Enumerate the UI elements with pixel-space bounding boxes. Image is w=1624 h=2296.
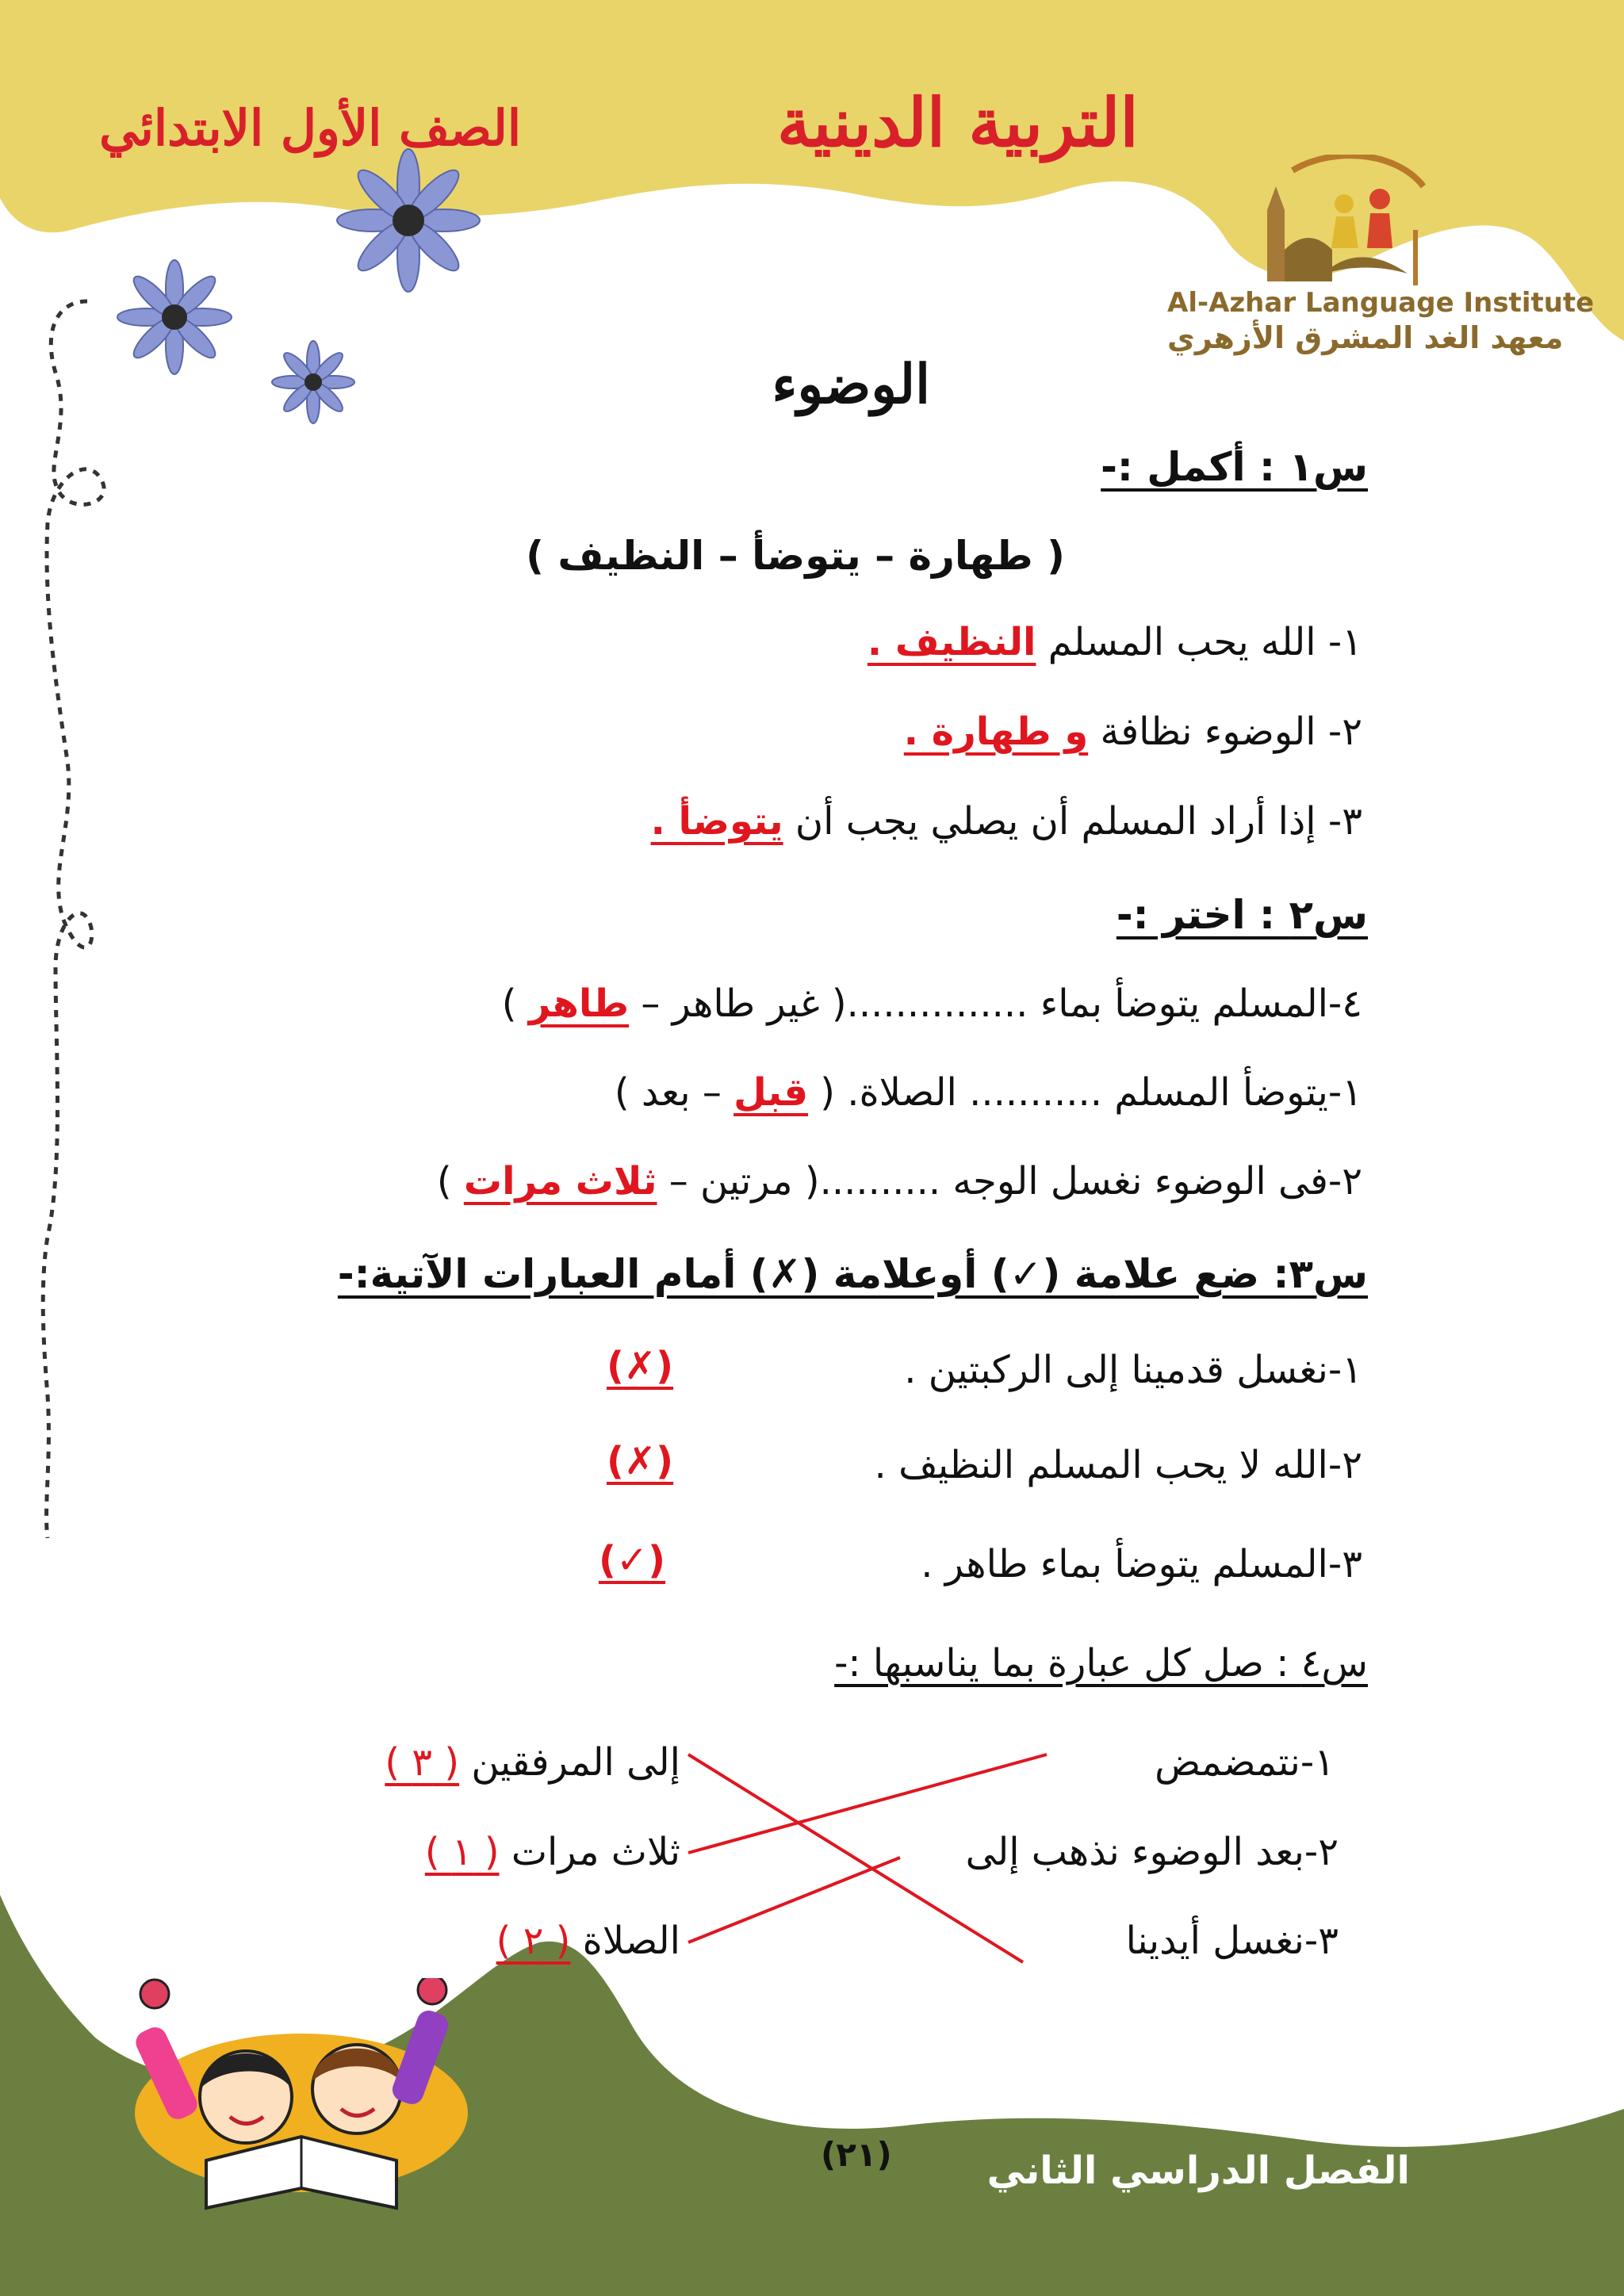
page-number: (٢١) [821,2135,892,2174]
q2-item-1-after: ) [501,982,529,1026]
q2-item-3-after: ) [436,1159,464,1203]
q4-left-1-text: إلى المرفقين [471,1740,680,1785]
q1-item-3-answer: يتوضأ . [650,799,783,844]
subject-title: التربية الدينية [777,83,1139,162]
q2-item-2-before: ١-يتوضأ المسلم ........... الصلاة. ( [808,1070,1362,1115]
q3-item-2-text: ٢-الله لا يحب المسلم النظيف . [874,1443,1362,1487]
q1-title: س١ : أكمل :- [1101,444,1368,490]
q2-item-2-after: – بعد ) [614,1070,734,1115]
q4-left-2-answer: ( ١ ) [424,1830,500,1874]
q1-item-3-text: ٣- إذا أراد المسلم أن يصلي يجب أن [795,799,1362,844]
match-line-1 [688,1755,1047,1853]
q2-title: س٢ : اختر :- [1116,892,1368,938]
q4-left-3-answer: ( ٢ ) [496,1919,571,1963]
lesson-title: الوضوء [772,353,930,416]
q2-item-3-before: ٢-فى الوضوء نغسل الوجه ..........( مرتين – [657,1159,1362,1203]
q3-item-2-mark: (✗) [607,1439,674,1483]
q1-item-1-answer: النظيف . [867,620,1036,664]
match-line-3 [688,1755,1023,1962]
q4-right-3: ٣-نغسل أيدينا [1125,1919,1339,1963]
kids-reading-illustration [119,1978,484,2216]
q3-item-1-text: ١-نغسل قدمينا إلى الركبتين . [904,1348,1362,1392]
q3-item-3-text: ٣-المسلم يتوضأ بماء طاهر . [921,1542,1362,1586]
q4-title: س٤ : صل كل عبارة بما يناسبها :- [834,1641,1368,1686]
q4-left-3-text: الصلاة [582,1919,680,1963]
q4-left-1-answer: ( ٣ ) [385,1740,460,1785]
q2-item-3-answer: ثلاث مرات [463,1159,657,1203]
institute-name-ar: معهد الغد المشرق الأزهري [1167,320,1564,355]
q4-left-2-text: ثلاث مرات [511,1830,680,1874]
q2-item-1-answer: طاهر [528,982,630,1026]
q2-item-2-answer: قبل [733,1070,809,1115]
q1-item-1-text: ١- الله يحب المسلم [1048,620,1362,664]
q2-item-1-before: ٤-المسلم يتوضأ بماء ...............( غير طاهر – [629,982,1362,1026]
q4-right-1: ١-نتمضمض [1155,1740,1335,1785]
match-line-2 [688,1858,900,1942]
q3-title: س٣: ضع علامة (✓) أوعلامة (✗) أمام العبارات الآتية:- [337,1251,1368,1297]
q4-right-2: ٢-بعد الوضوء نذهب إلى [965,1830,1339,1874]
institute-name-en: Al-Azhar Language Institute [1167,287,1595,319]
q1-word-bank: ( طهارة – يتوضأ – النظيف ) [526,533,1065,579]
q3-item-3-mark: (✓) [599,1538,666,1582]
q3-item-1-mark: (✗) [607,1344,674,1388]
term-label: الفصل الدراسي الثاني [986,2149,1410,2193]
grade-title: الصف الأول الابتدائي [99,99,522,157]
q1-item-2-answer: و طهارة . [903,710,1089,754]
q1-item-2-text: ٢- الوضوء نظافة [1100,710,1362,754]
